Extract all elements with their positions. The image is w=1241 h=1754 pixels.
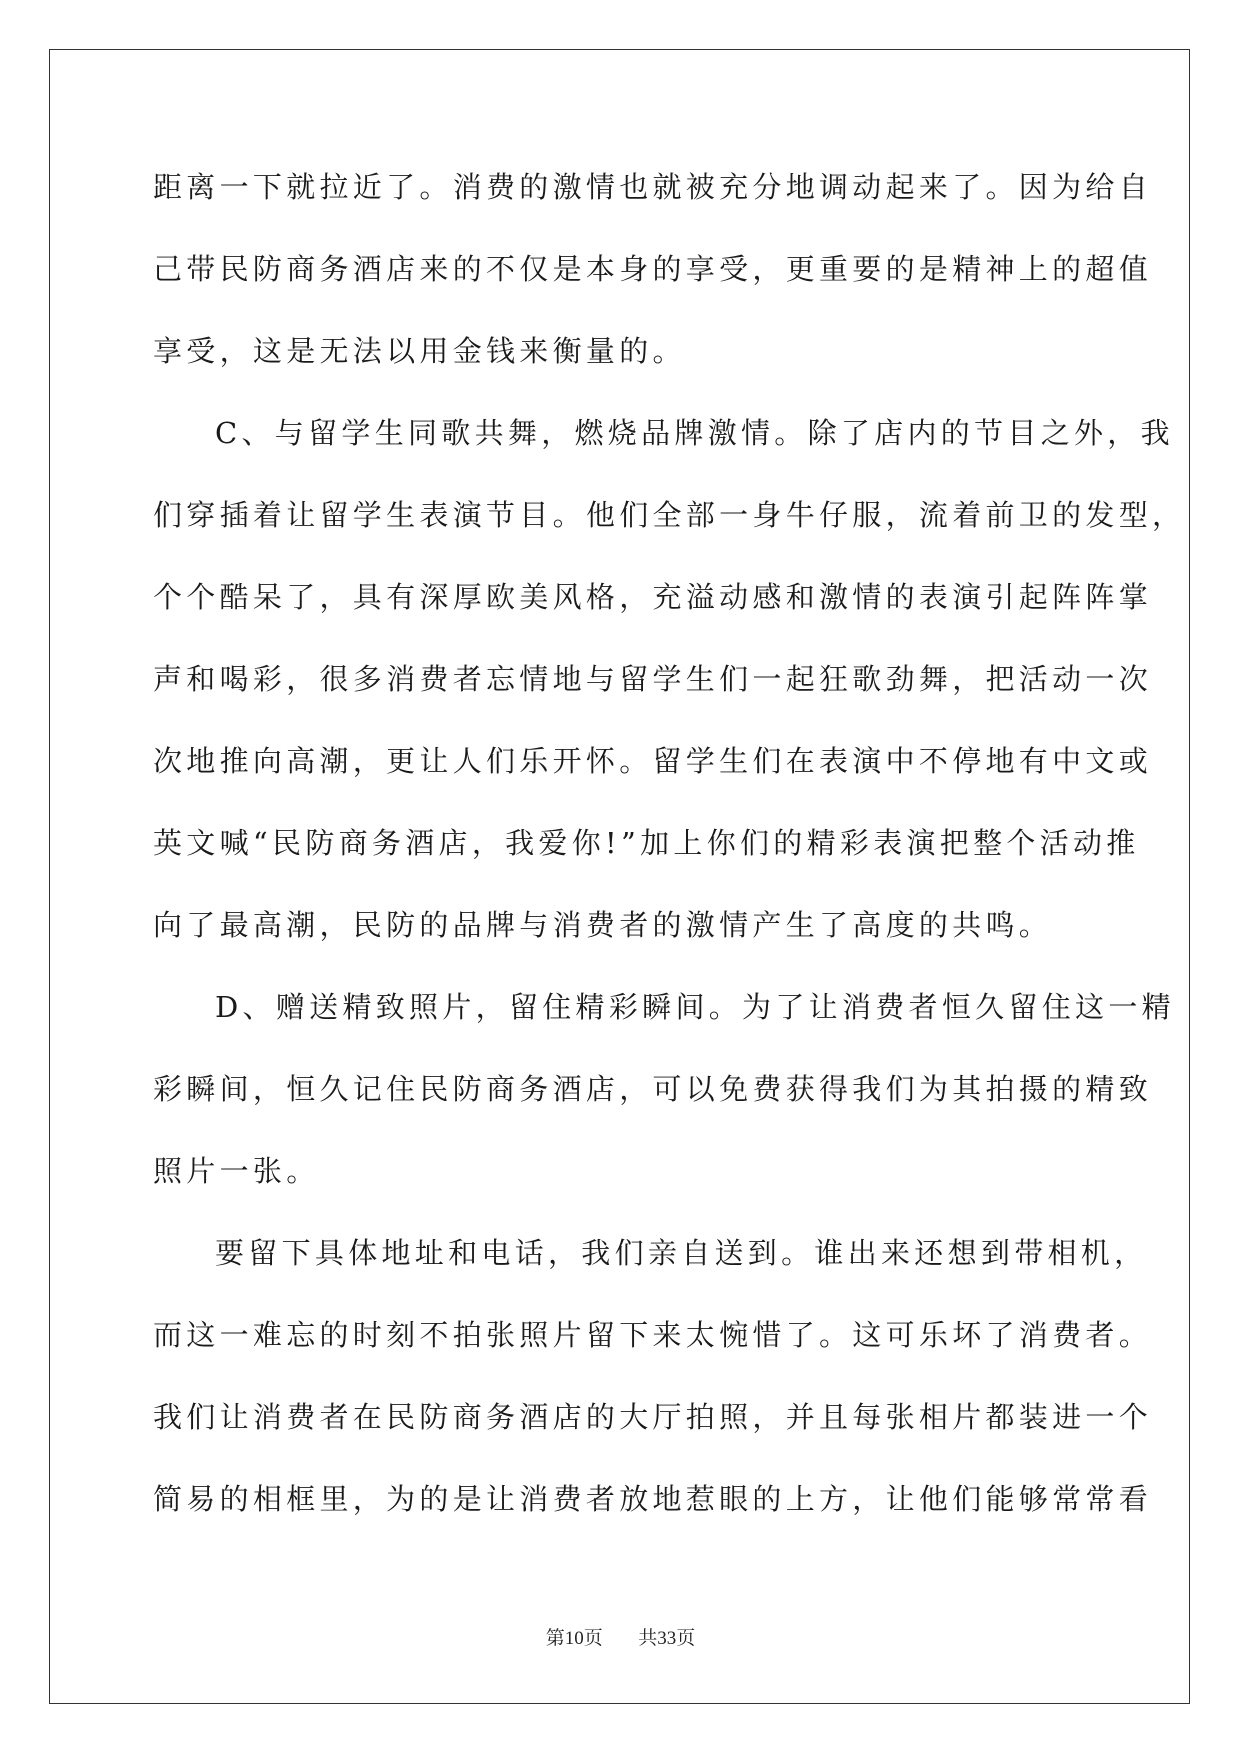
text-line: C、与留学生同歌共舞，燃烧品牌激情。除了店内的节目之外，我 (215, 416, 1174, 450)
text-line: 我们让消费者在民防商务酒店的大厅拍照，并且每张相片都装进一个 (153, 1400, 1153, 1434)
text-line: 而这一难忘的时刻不拍张照片留下来太惋惜了。这可乐坏了消费者。 (153, 1318, 1153, 1352)
text-line: D、赠送精致照片，留住精彩瞬间。为了让消费者恒久留住这一精 (215, 990, 1175, 1024)
text-line: 简易的相框里，为的是让消费者放地惹眼的上方，让他们能够常常看 (153, 1482, 1153, 1516)
text-line: 声和喝彩，很多消费者忘情地与留学生们一起狂歌劲舞，把活动一次 (153, 662, 1153, 696)
page-total: 共33页 (638, 1628, 696, 1649)
text-line: 个个酷呆了，具有深厚欧美风格，充溢动感和激情的表演引起阵阵掌 (153, 580, 1153, 614)
text-line: 距离一下就拉近了。消费的激情也就被充分地调动起来了。因为给自 (153, 170, 1153, 204)
paragraph (153, 167, 1153, 413)
text-line: 英文喊“民防商务酒店，我爱你!”加上你们的精彩表演把整个活动推 (153, 826, 1140, 860)
text-line: 要留下具体地址和电话，我们亲自送到。谁出来还想到带相机， (215, 1236, 1148, 1270)
paragraph (153, 413, 1186, 987)
page-footer (0, 1623, 1241, 1650)
paragraph (153, 987, 1175, 1233)
text-line: 己带民防商务酒店来的不仅是本身的享受，更重要的是精神上的超值 (153, 252, 1153, 286)
text-line: 照片一张。 (153, 1154, 320, 1188)
paragraph (153, 1233, 1153, 1561)
text-line: 们穿插着让留学生表演节目。他们全部一身牛仔服，流着前卫的发型， (153, 498, 1186, 532)
page-number: 第10页 (545, 1628, 603, 1649)
text-line: 彩瞬间，恒久记住民防商务酒店，可以免费获得我们为其拍摄的精致 (153, 1072, 1153, 1106)
document-body (153, 167, 1186, 1561)
text-line: 享受，这是无法以用金钱来衡量的。 (153, 334, 686, 368)
text-line: 次地推向高潮，更让人们乐开怀。留学生们在表演中不停地有中文或 (153, 744, 1153, 778)
text-line: 向了最高潮，民防的品牌与消费者的激情产生了高度的共鸣。 (153, 908, 1053, 942)
